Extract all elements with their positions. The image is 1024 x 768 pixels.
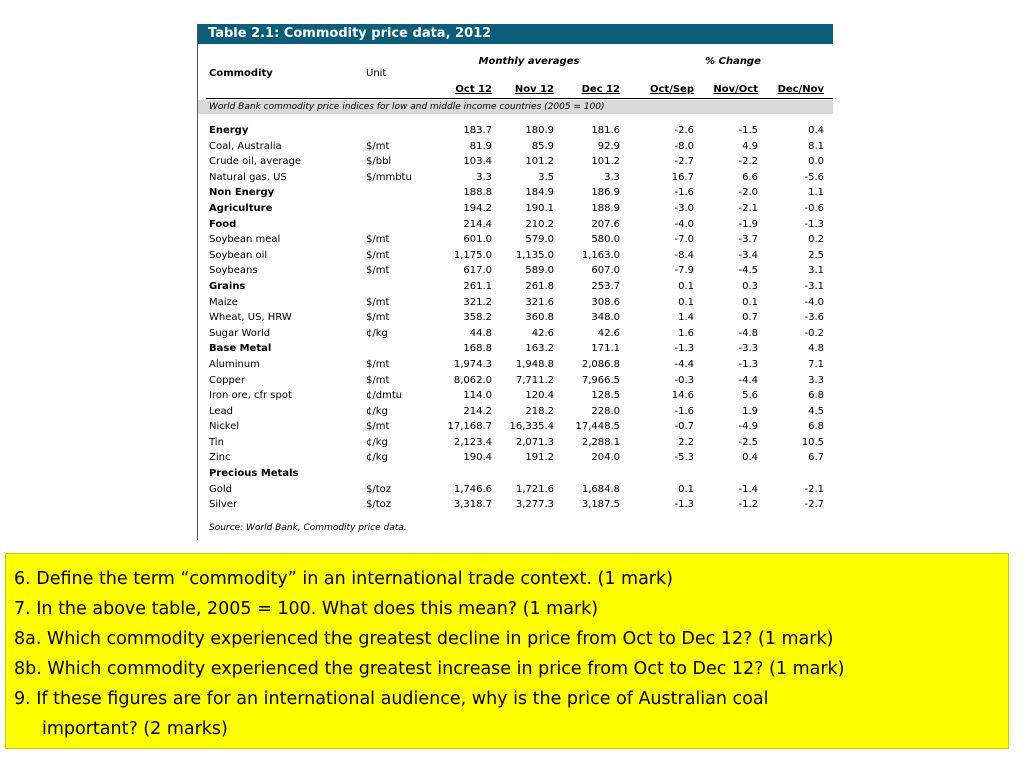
col-header-nov-oct: Nov/Oct — [713, 84, 758, 95]
row-commodity-name: Gold — [209, 483, 232, 495]
row-value-dec-nov: 1.1 — [808, 187, 824, 199]
row-commodity-name: Coal, Australia — [209, 140, 282, 152]
row-value-nov-oct: -1.3 — [738, 358, 758, 370]
row-value-dec-nov: 3.3 — [808, 374, 824, 386]
row-value-nov12: 261.8 — [525, 280, 554, 292]
row-value-dec-nov: -1.3 — [804, 218, 824, 230]
row-value-nov12: 210.2 — [525, 218, 554, 230]
col-header-nov12: Nov 12 — [514, 84, 554, 95]
table-row — [198, 388, 833, 404]
row-value-nov12: 191.2 — [525, 452, 554, 464]
row-value-nov12: 163.2 — [525, 343, 554, 355]
row-value-nov-oct: -4.5 — [738, 265, 758, 277]
row-value-dec12: 128.5 — [591, 390, 620, 402]
row-commodity-name: Grains — [209, 280, 246, 292]
col-header-oct12: Oct 12 — [455, 84, 492, 95]
row-value-dec-nov: -2.7 — [804, 499, 824, 511]
row-unit: $/mt — [366, 312, 390, 324]
col-header-oct-sep: Oct/Sep — [649, 84, 694, 95]
row-value-oct-sep: -5.3 — [674, 452, 694, 464]
row-value-oct12: 81.9 — [469, 140, 492, 152]
row-value-dec12: 3.3 — [604, 171, 620, 183]
row-value-dec-nov: -0.2 — [804, 327, 824, 339]
row-commodity-name: Tin — [209, 436, 224, 448]
row-value-nov-oct: -4.4 — [738, 374, 758, 386]
row-value-oct12: 190.4 — [463, 452, 492, 464]
row-commodity-name: Wheat, US, HRW — [209, 312, 292, 324]
row-value-dec12: 607.0 — [591, 265, 620, 277]
row-commodity-name: Nickel — [209, 421, 240, 433]
row-value-nov-oct: -1.9 — [738, 218, 758, 230]
row-value-oct12: 8,062.0 — [453, 374, 492, 386]
row-value-dec12: 42.6 — [597, 327, 620, 339]
group-monthly-averages: Monthly averages — [478, 56, 580, 67]
row-value-dec12: 2,086.8 — [581, 358, 620, 370]
row-value-nov-oct: 4.9 — [742, 140, 758, 152]
row-value-nov-oct: 0.7 — [742, 312, 758, 324]
header-unit: Unit — [366, 68, 387, 79]
table-row — [198, 357, 833, 373]
row-value-nov-oct: 6.6 — [742, 171, 758, 183]
row-value-dec-nov: 6.8 — [808, 390, 824, 402]
row-value-oct12: 17,168.7 — [447, 421, 492, 433]
row-value-oct12: 261.1 — [463, 280, 492, 292]
row-value-nov12: 190.1 — [525, 202, 554, 214]
row-value-dec12: 188.9 — [591, 202, 620, 214]
table-row — [198, 170, 833, 186]
col-header-dec-nov: Dec/Nov — [777, 84, 824, 95]
table-row — [198, 450, 833, 466]
row-value-nov12: 16,335.4 — [509, 421, 554, 433]
row-value-oct-sep: 14.6 — [671, 390, 694, 402]
table-row — [198, 295, 833, 311]
row-unit: ¢/kg — [366, 436, 388, 448]
row-value-dec12: 17,448.5 — [575, 421, 620, 433]
row-value-nov12: 579.0 — [525, 234, 554, 246]
row-value-oct12: 1,974.3 — [453, 358, 492, 370]
row-value-oct12: 1,175.0 — [453, 249, 492, 261]
table-source-note: Source: World Bank, Commodity price data. — [209, 523, 407, 533]
row-value-nov12: 1,135.0 — [515, 249, 554, 261]
row-unit: ¢/kg — [366, 452, 388, 464]
row-value-nov12: 101.2 — [525, 156, 554, 168]
row-commodity-name: Sugar World — [209, 327, 271, 339]
row-value-dec12: 181.6 — [591, 125, 620, 136]
row-value-dec-nov: -5.6 — [804, 171, 824, 183]
row-unit: $/toz — [366, 499, 392, 511]
row-value-oct-sep: 2.2 — [678, 436, 694, 448]
row-value-dec12: 204.0 — [591, 452, 620, 464]
row-commodity-name: Zinc — [209, 452, 231, 464]
row-value-dec12: 2,288.1 — [581, 436, 620, 448]
row-value-dec-nov: 3.1 — [808, 265, 824, 277]
table-row — [198, 154, 833, 170]
table-row — [198, 232, 833, 248]
row-commodity-name: Agriculture — [209, 202, 273, 214]
row-value-oct12: 188.8 — [463, 187, 492, 199]
row-unit: ¢/kg — [366, 405, 388, 417]
row-value-oct-sep: -0.3 — [674, 374, 694, 386]
row-value-oct-sep: -1.3 — [674, 499, 694, 511]
row-value-nov12: 218.2 — [525, 405, 554, 417]
row-value-nov12: 42.6 — [531, 327, 554, 339]
row-commodity-name: Lead — [209, 405, 234, 417]
questions-box — [5, 553, 1009, 749]
row-value-dec12: 253.7 — [591, 280, 620, 292]
row-value-oct-sep: 1.4 — [678, 312, 694, 324]
row-value-oct12: 214.2 — [463, 405, 492, 417]
row-value-nov-oct: -4.9 — [738, 421, 758, 433]
row-value-nov-oct: -3.3 — [738, 343, 758, 355]
row-value-dec-nov: 0.2 — [808, 234, 824, 246]
row-value-oct-sep: -2.6 — [674, 125, 694, 136]
row-value-oct12: 194.2 — [463, 202, 492, 214]
row-commodity-name: Base Metal — [209, 343, 272, 355]
row-value-nov12: 1,948.8 — [515, 358, 554, 370]
row-value-nov12: 589.0 — [525, 265, 554, 277]
row-value-nov12: 360.8 — [525, 312, 554, 324]
question-9-continued: important? (2 marks) — [42, 719, 228, 739]
row-commodity-name: Soybean meal — [209, 234, 281, 246]
table-row — [198, 435, 833, 451]
row-value-nov-oct: -1.5 — [738, 125, 758, 136]
row-value-nov12: 3.5 — [538, 171, 554, 183]
row-value-dec12: 308.6 — [591, 296, 620, 308]
row-value-nov-oct: -2.5 — [738, 436, 758, 448]
header-commodity: Commodity — [209, 68, 273, 79]
row-commodity-name: Soybeans — [209, 265, 258, 277]
row-value-oct-sep: -4.4 — [674, 358, 694, 370]
row-unit: $/mt — [366, 421, 390, 433]
row-value-dec12: 207.6 — [591, 218, 620, 230]
row-value-dec12: 1,163.0 — [581, 249, 620, 261]
row-value-oct12: 321.2 — [463, 296, 492, 308]
row-value-dec-nov: 4.5 — [808, 405, 824, 417]
question-7: 7. In the above table, 2005 = 100. What does this mean? (1 mark) — [14, 599, 599, 619]
table-row — [198, 341, 833, 357]
table-row — [198, 466, 833, 482]
col-header-dec12: Dec 12 — [581, 84, 620, 95]
row-value-oct-sep: -1.6 — [674, 187, 694, 199]
row-commodity-name: Precious Metals — [209, 468, 299, 480]
header-divider — [206, 98, 833, 99]
row-value-dec-nov: -4.0 — [804, 296, 824, 308]
row-value-nov-oct: -4.8 — [738, 327, 758, 339]
table-row — [198, 279, 833, 295]
table-row — [198, 123, 833, 139]
question-6: 6. Define the term “commodity” in an international trade context. (1 mark) — [14, 569, 673, 589]
row-value-dec-nov: 0.4 — [808, 125, 824, 136]
row-value-oct-sep: 0.1 — [678, 483, 694, 495]
row-value-oct-sep: 1.6 — [678, 327, 694, 339]
row-value-dec12: 228.0 — [591, 405, 620, 417]
row-value-nov-oct: -1.4 — [738, 483, 758, 495]
question-8a: 8a. Which commodity experienced the greatest decline in price from Oct to Dec 12? (1 mark) — [14, 629, 834, 649]
table-row — [198, 326, 833, 342]
row-value-dec-nov: 6.8 — [808, 421, 824, 433]
row-unit: $/mt — [366, 140, 390, 152]
row-value-nov12: 180.9 — [525, 125, 554, 136]
table-row — [198, 263, 833, 279]
row-value-oct-sep: -4.0 — [674, 218, 694, 230]
row-commodity-name: Silver — [209, 499, 238, 511]
row-value-dec-nov: 10.5 — [801, 436, 824, 448]
table-title: Table 2.1: Commodity price data, 2012 — [198, 24, 833, 44]
row-value-oct12: 168.8 — [463, 343, 492, 355]
row-value-nov-oct: -3.7 — [738, 234, 758, 246]
row-unit: ¢/dmtu — [366, 390, 403, 402]
row-value-nov12: 321.6 — [525, 296, 554, 308]
table-row — [198, 217, 833, 233]
row-value-dec12: 171.1 — [591, 343, 620, 355]
row-value-nov-oct: 0.1 — [742, 296, 758, 308]
table-subheader: World Bank commodity price indices for low and middle income countries (2005 = 100) — [198, 100, 833, 114]
row-value-nov12: 184.9 — [525, 187, 554, 199]
row-value-oct12: 601.0 — [463, 234, 492, 246]
row-value-oct-sep: -3.0 — [674, 202, 694, 214]
row-value-nov-oct: 5.6 — [742, 390, 758, 402]
row-value-oct-sep: -0.7 — [674, 421, 694, 433]
row-value-oct-sep: -8.0 — [674, 140, 694, 152]
row-value-dec-nov: 8.1 — [808, 140, 824, 152]
row-commodity-name: Non Energy — [209, 187, 275, 199]
row-value-oct-sep: -2.7 — [674, 156, 694, 168]
row-value-dec12: 3,187.5 — [581, 499, 620, 511]
row-value-oct-sep: 0.1 — [678, 296, 694, 308]
row-value-nov-oct: -3.4 — [738, 249, 758, 261]
row-value-nov12: 120.4 — [525, 390, 554, 402]
row-value-nov-oct: -2.1 — [738, 202, 758, 214]
row-value-nov-oct: 0.3 — [742, 280, 758, 292]
row-value-nov12: 85.9 — [531, 140, 554, 152]
row-value-nov-oct: -2.0 — [738, 187, 758, 199]
question-9: 9. If these figures are for an international audience, why is the price of Australian coal — [14, 689, 769, 709]
row-value-dec12: 580.0 — [591, 234, 620, 246]
row-value-oct12: 214.4 — [463, 218, 492, 230]
row-commodity-name: Energy — [209, 125, 249, 136]
row-commodity-name: Aluminum — [209, 358, 260, 370]
row-unit: ¢/kg — [366, 327, 388, 339]
row-value-dec-nov: -2.1 — [804, 483, 824, 495]
row-value-oct12: 3,318.7 — [453, 499, 492, 511]
row-value-nov-oct: 0.4 — [742, 452, 758, 464]
row-value-dec-nov: -3.6 — [804, 312, 824, 324]
group-percent-change: % Change — [705, 56, 761, 67]
row-value-dec12: 348.0 — [591, 312, 620, 324]
row-value-oct12: 2,123.4 — [453, 436, 492, 448]
row-commodity-name: Copper — [209, 374, 246, 386]
row-value-oct-sep: 16.7 — [671, 171, 694, 183]
table-row — [198, 404, 833, 420]
row-value-oct12: 44.8 — [469, 327, 492, 339]
row-value-dec12: 186.9 — [591, 187, 620, 199]
row-unit: $/bbl — [366, 156, 392, 168]
table-body — [198, 123, 833, 513]
row-unit: $/mt — [366, 296, 390, 308]
row-value-dec-nov: 0.0 — [808, 156, 824, 168]
row-value-dec-nov: 6.7 — [808, 452, 824, 464]
row-commodity-name: Maize — [209, 296, 238, 308]
row-unit: $/mt — [366, 249, 390, 261]
row-value-nov12: 7,711.2 — [515, 374, 554, 386]
row-value-dec-nov: -0.6 — [804, 202, 824, 214]
row-unit: $/toz — [366, 483, 392, 495]
commodity-price-table — [197, 24, 834, 540]
table-row — [198, 419, 833, 435]
row-commodity-name: Crude oil, average — [209, 156, 302, 168]
row-value-dec-nov: 7.1 — [808, 358, 824, 370]
row-value-nov-oct: 1.9 — [742, 405, 758, 417]
row-unit: $/mt — [366, 234, 390, 246]
row-value-dec12: 7,966.5 — [581, 374, 620, 386]
row-value-dec-nov: 2.5 — [808, 249, 824, 261]
row-unit: $/mt — [366, 265, 390, 277]
table-row — [198, 139, 833, 155]
row-value-dec-nov: -3.1 — [804, 280, 824, 292]
row-commodity-name: Soybean oil — [209, 249, 268, 261]
row-value-oct12: 1,746.6 — [453, 483, 492, 495]
row-value-nov12: 1,721.6 — [515, 483, 554, 495]
row-value-oct12: 183.7 — [463, 125, 492, 136]
row-value-dec12: 92.9 — [597, 140, 620, 152]
row-value-oct12: 617.0 — [463, 265, 492, 277]
row-value-dec12: 101.2 — [591, 156, 620, 168]
row-commodity-name: Natural gas, US — [209, 171, 287, 183]
table-row — [198, 248, 833, 264]
row-value-nov12: 3,277.3 — [515, 499, 554, 511]
row-value-oct12: 3.3 — [476, 171, 492, 183]
row-value-oct-sep: -1.6 — [674, 405, 694, 417]
row-commodity-name: Iron ore, cfr spot — [209, 390, 292, 402]
row-value-oct12: 103.4 — [463, 156, 492, 168]
row-value-nov-oct: -1.2 — [738, 499, 758, 511]
row-unit: $/mt — [366, 358, 390, 370]
table-row — [198, 482, 833, 498]
table-row — [198, 310, 833, 326]
row-value-oct12: 358.2 — [463, 312, 492, 324]
table-row — [198, 373, 833, 389]
question-8b: 8b. Which commodity experienced the greatest increase in price from Oct to Dec 12? (1 mark) — [14, 659, 845, 679]
table-row — [198, 201, 833, 217]
row-value-nov12: 2,071.3 — [515, 436, 554, 448]
row-value-oct-sep: 0.1 — [678, 280, 694, 292]
row-unit: $/mt — [366, 374, 390, 386]
row-unit: $/mmbtu — [366, 171, 412, 183]
table-row — [198, 185, 833, 201]
row-value-oct-sep: -1.3 — [674, 343, 694, 355]
row-value-oct-sep: -8.4 — [674, 249, 694, 261]
row-value-nov-oct: -2.2 — [738, 156, 758, 168]
row-value-oct12: 114.0 — [463, 390, 492, 402]
row-value-dec-nov: 4.8 — [808, 343, 824, 355]
row-value-oct-sep: -7.0 — [674, 234, 694, 246]
row-value-dec12: 1,684.8 — [581, 483, 620, 495]
table-row — [198, 497, 833, 513]
row-commodity-name: Food — [209, 218, 237, 230]
row-value-oct-sep: -7.9 — [674, 265, 694, 277]
